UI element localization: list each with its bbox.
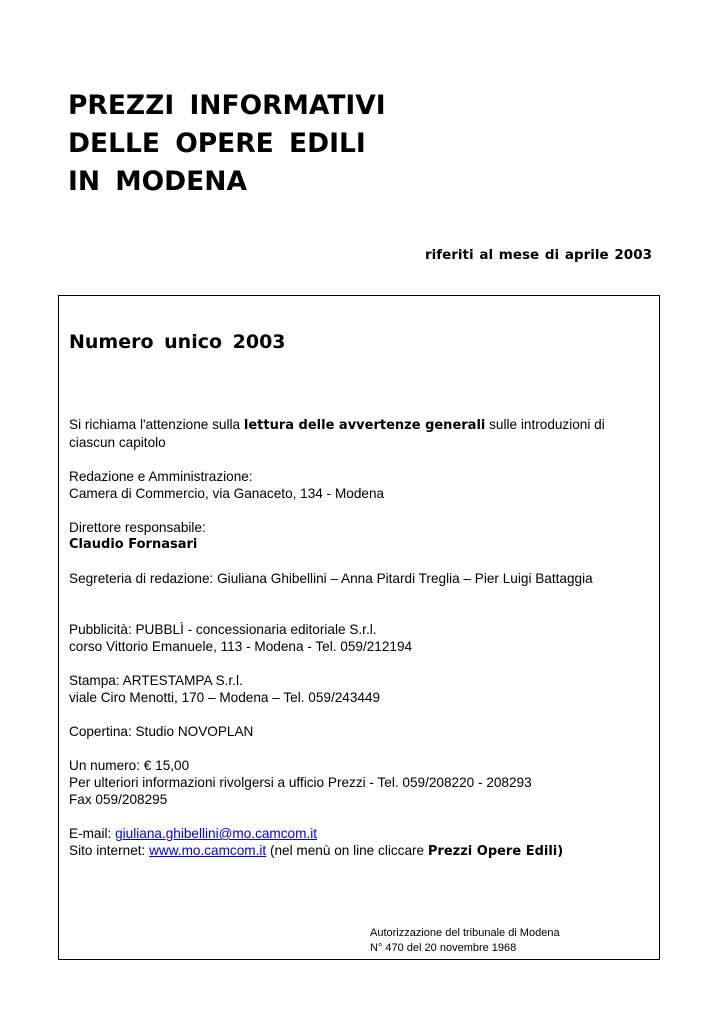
title-line-2: DELLE OPERE EDILI — [68, 128, 366, 159]
notice-paragraph — [69, 416, 653, 451]
email-label: E-mail: — [69, 826, 116, 841]
notice-prefix: Si richiama l'attenzione sulla — [69, 417, 244, 432]
document-title — [68, 87, 386, 201]
authorization-line-1: Autorizzazione del tribunale di Modena — [370, 927, 560, 939]
direttore-label: Direttore responsabile: — [69, 520, 206, 535]
title-line-1: PREZZI INFORMATIVI — [68, 90, 386, 121]
site-note: (nel menù on line cliccare — [266, 843, 428, 858]
issue-number: Numero unico 2003 — [69, 331, 286, 353]
info-box — [58, 295, 660, 960]
title-line-3: IN MODENA — [68, 166, 247, 197]
pubblicita-line-1: Pubblicità: PUBBLÌ - concessionaria editoriale S.r.l. — [69, 622, 377, 637]
stampa-line-1: Stampa: ARTESTAMPA S.r.l. — [69, 673, 243, 688]
authorization-note — [370, 926, 560, 956]
prezzo-line-3: Fax 059/208295 — [69, 792, 168, 807]
info-content — [69, 416, 653, 860]
notice-bold: lettura delle avvertenze generali — [243, 418, 486, 433]
notice-suffix: sulle introduzioni di ciascun capitolo — [69, 417, 605, 450]
direttore-name: Claudio Fornasari — [69, 537, 198, 552]
redazione-label: Redazione e Amministrazione: — [69, 469, 253, 484]
prezzo-line-2: Per ulteriori informazioni rivolgersi a ufficio Prezzi - Tel. 059/208220 - 208293 — [69, 775, 532, 790]
redazione-address: Camera di Commercio, via Ganaceto, 134 - Modena — [69, 486, 385, 501]
authorization-line-2: N° 470 del 20 novembre 1968 — [370, 942, 517, 954]
email-link[interactable]: giuliana.ghibellini@mo.camcom.it — [115, 826, 318, 841]
site-line — [69, 842, 653, 860]
pubblicita-line-2: corso Vittorio Emanuele, 113 - Modena - Tel. 059/212194 — [69, 639, 413, 654]
stampa-line-2: viale Ciro Menotti, 170 – Modena – Tel. 059/243449 — [69, 690, 381, 705]
segreteria-line: Segreteria di redazione: Giuliana Ghibellini – Anna Pitardi Treglia – Pier Luigi Battaggia — [69, 571, 593, 586]
site-link[interactable]: www.mo.camcom.it — [149, 843, 267, 858]
site-bold: Prezzi Opere Edili) — [427, 844, 564, 859]
reference-month: riferiti al mese di aprile 2003 — [424, 247, 652, 263]
email-line — [69, 825, 653, 842]
site-label: Sito internet: — [69, 843, 150, 858]
prezzo-line-1: Un numero: € 15,00 — [69, 758, 190, 773]
copertina-line: Copertina: Studio NOVOPLAN — [69, 724, 254, 739]
